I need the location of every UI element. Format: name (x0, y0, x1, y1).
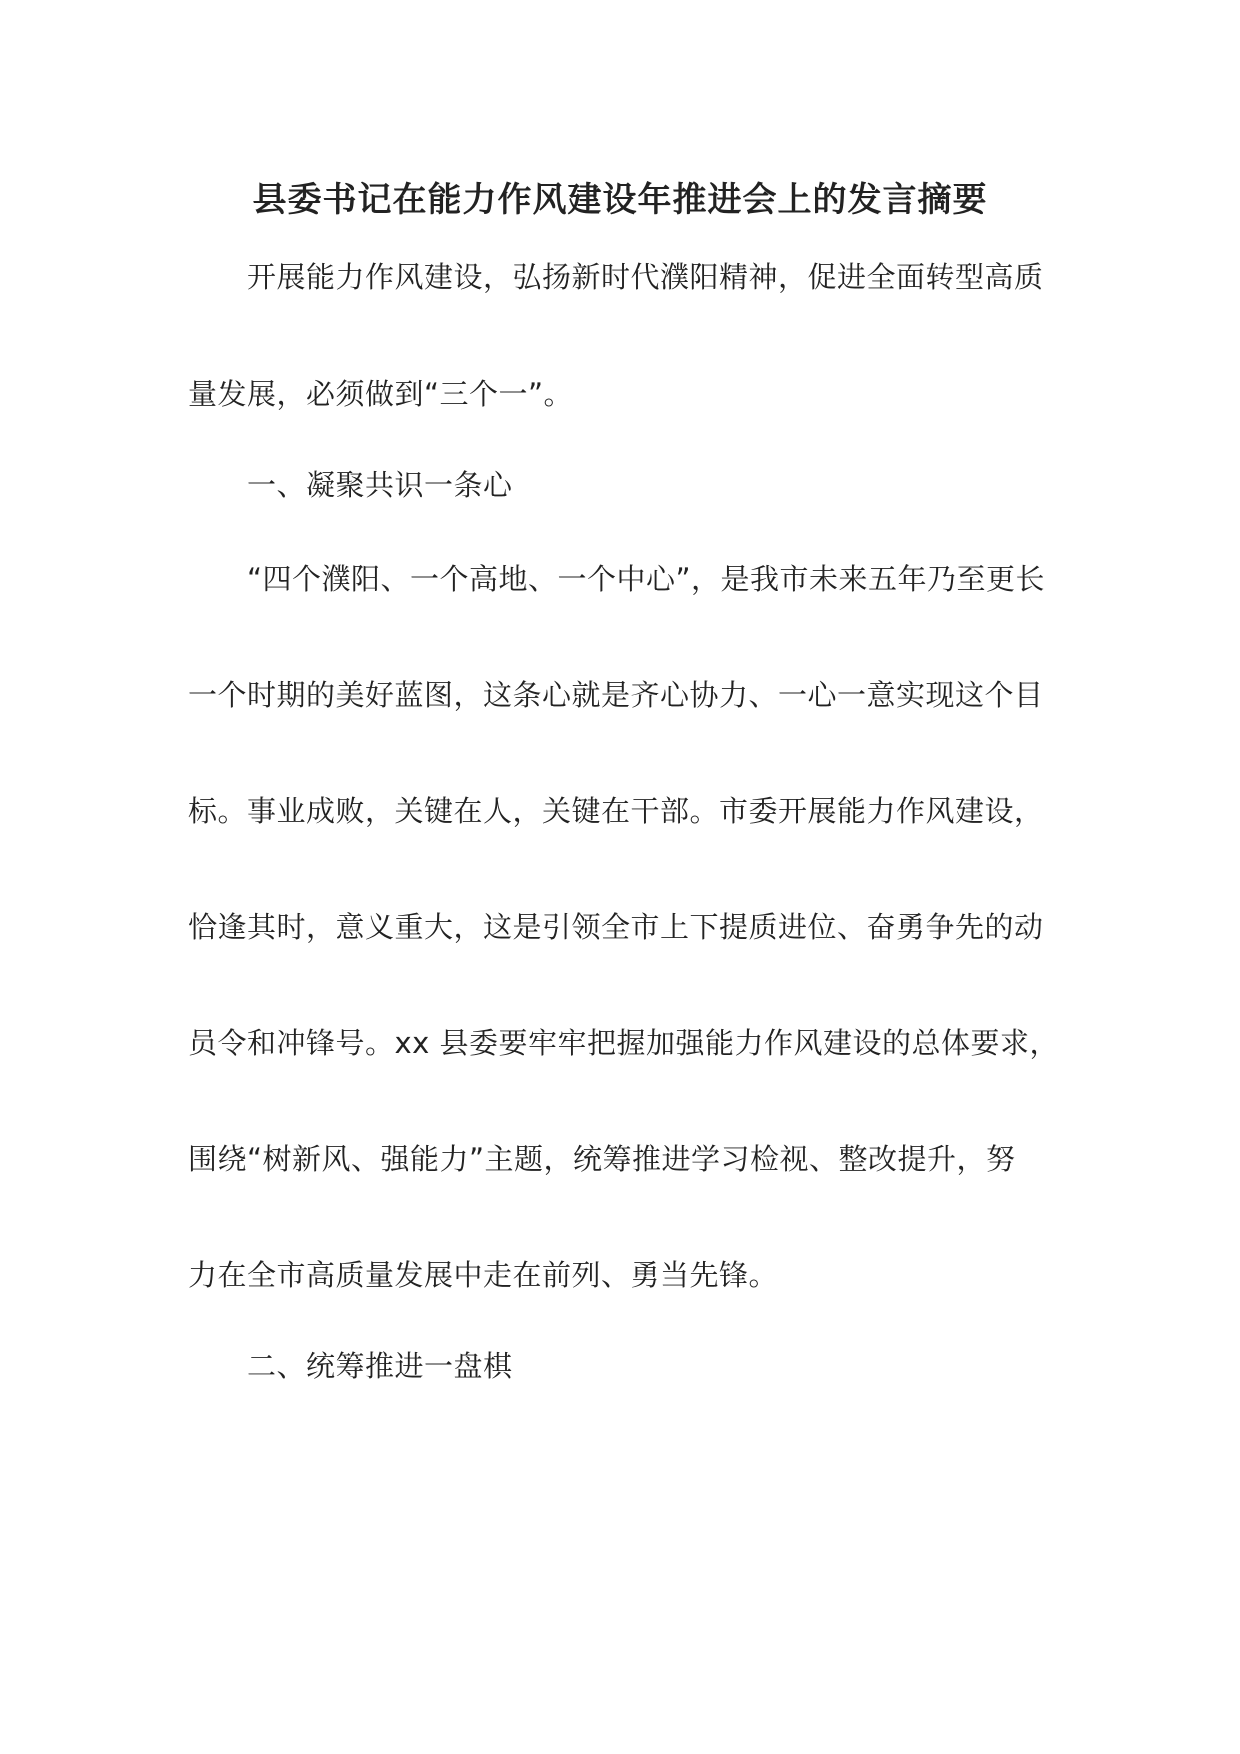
document-title: 县委书记在能力作风建设年推进会上的发言摘要 (252, 180, 988, 220)
section-heading: 一、凝聚共识一条心 (247, 468, 513, 502)
paragraph-line: 一个时期的美好蓝图，这条心就是齐心协力、一心一意实现这个目 (188, 678, 1044, 712)
paragraph-line: 力在全市高质量发展中走在前列、勇当先锋。 (188, 1258, 779, 1292)
section-heading: 二、统筹推进一盘棋 (247, 1349, 513, 1383)
paragraph-line: 标。事业成败，关键在人，关键在干部。市委开展能力作风建设， (188, 794, 1044, 828)
paragraph-line: 开展能力作风建设，弘扬新时代濮阳精神，促进全面转型高质 (247, 260, 1044, 294)
paragraph-line: 围绕“树新风、强能力”主题，统筹推进学习检视、整改提升，努 (188, 1142, 1016, 1176)
paragraph-line: 员令和冲锋号。xx 县委要牢牢把握加强能力作风建设的总体要求， (188, 1026, 1060, 1060)
paragraph-line: 量发展，必须做到“三个一”。 (188, 377, 574, 411)
paragraph-line: 恰逢其时，意义重大，这是引领全市上下提质进位、奋勇争先的动 (188, 910, 1044, 944)
paragraph-line: “四个濮阳、一个高地、一个中心”，是我市未来五年乃至更长 (247, 562, 1046, 596)
